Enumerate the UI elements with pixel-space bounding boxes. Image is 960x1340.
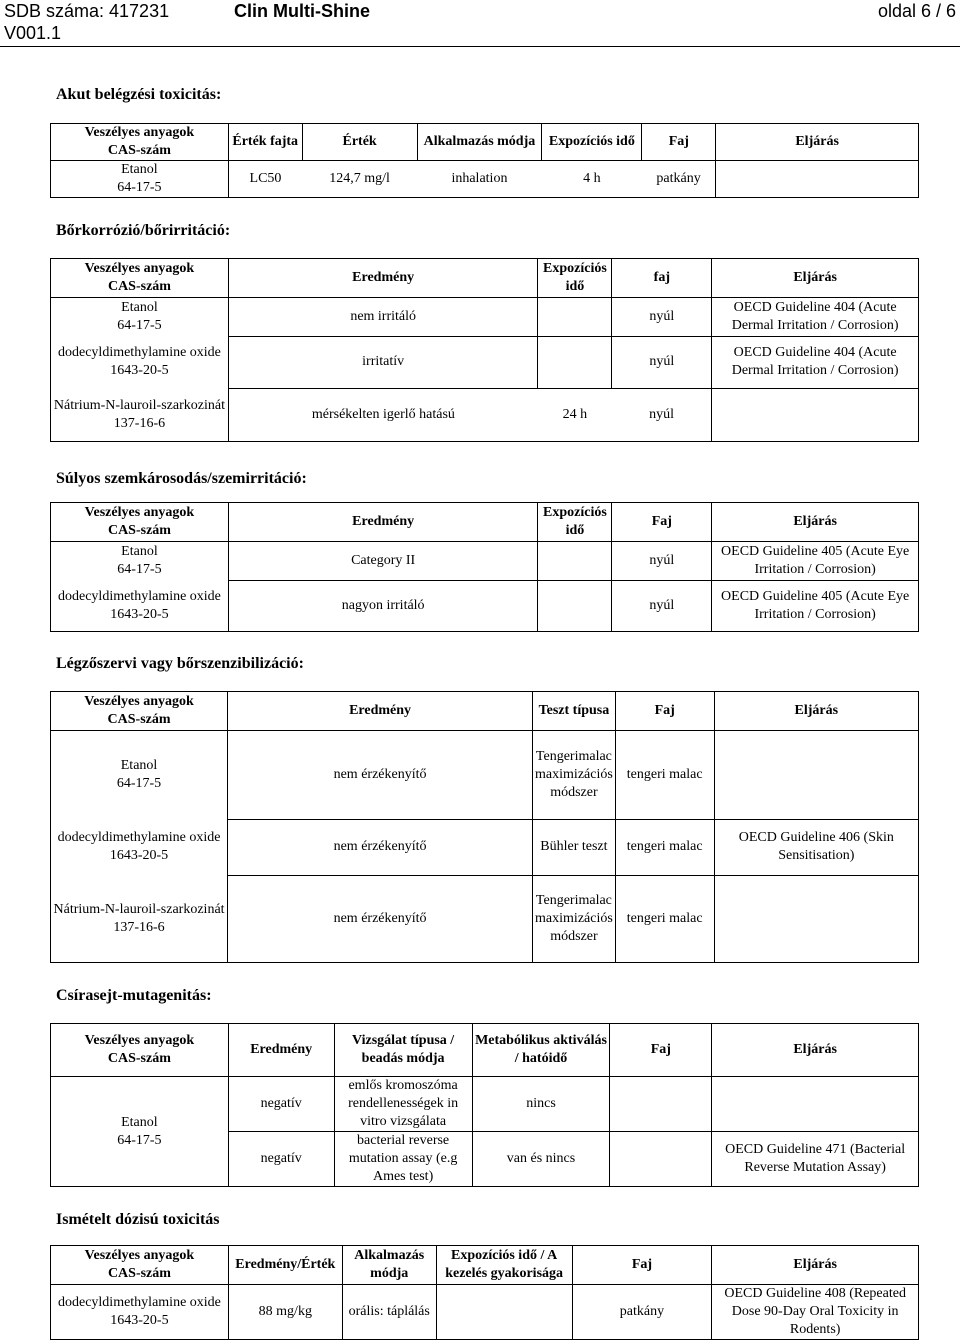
result-cell: nagyon irritáló [228, 580, 538, 632]
substance-cell: Etanol 64-17-5 [51, 298, 229, 337]
col-header-test: Vizsgálat típusa / beadás módja [334, 1024, 472, 1077]
test-cell: Tengerimalac maximizációs módszer [533, 731, 616, 820]
col-header-value: Érték [302, 124, 417, 161]
col-header-value: Eredmény/Érték [228, 1246, 342, 1285]
table-row [51, 1285, 919, 1340]
substance-cell: Etanol 64-17-5 [51, 542, 229, 581]
col-header-test: Teszt típusa [533, 692, 616, 731]
route-cell: orális: táplálás [342, 1285, 436, 1340]
method-cell: OECD Guideline 405 (Acute Eye Irritation / Corrosion) [712, 580, 919, 632]
species-cell: nyúl [612, 580, 712, 632]
table-header-row [51, 1246, 919, 1285]
activation-cell: van és nincs [472, 1132, 610, 1187]
substance-cell: Etanol 64-17-5 [51, 1077, 229, 1187]
table-row [51, 819, 919, 875]
method-cell: OECD Guideline 404 (Acute Dermal Irritation / Corrosion) [712, 298, 919, 337]
col-header-species: Faj [572, 1246, 712, 1285]
col-header-substance: Veszélyes anyagok CAS-szám [51, 1246, 229, 1285]
method-cell [714, 875, 918, 963]
table-row [51, 161, 919, 198]
method-cell: OECD Guideline 404 (Acute Dermal Irritation / Corrosion) [712, 336, 919, 388]
exposure-cell [436, 1285, 572, 1340]
species-cell: nyúl [612, 542, 712, 581]
col-header-method: Eljárás [716, 124, 919, 161]
test-cell: emlős kromoszóma rendellenességek in vitro vizsgálata [334, 1077, 472, 1132]
section-title-repeated-dose: Ismételt dózisú toxicitás [56, 1211, 220, 1228]
sensitization-table [50, 691, 919, 963]
result-cell: nem érzékenyítő [228, 819, 533, 875]
test-cell: bacterial reverse mutation assay (e.g Ames test) [334, 1132, 472, 1187]
species-cell: nyúl [612, 336, 712, 388]
page-header [0, 0, 960, 47]
page-number: oldal 6 / 6 [877, 1, 956, 21]
table-row [51, 580, 919, 632]
substance-cell: Etanol 64-17-5 [51, 161, 229, 198]
exposure-cell [538, 298, 612, 337]
species-cell: nyúl [612, 388, 712, 442]
table-row [51, 336, 919, 388]
col-header-method: Eljárás [712, 1024, 919, 1077]
col-header-route: Alkalmazás módja [417, 124, 542, 161]
col-header-method: Eljárás [714, 692, 918, 731]
exposure-cell [538, 336, 612, 388]
method-cell: OECD Guideline 406 (Skin Sensitisation) [714, 819, 918, 875]
species-cell: patkány [572, 1285, 712, 1340]
value-type-cell: LC50 [228, 161, 302, 198]
col-header-species: Faj [615, 692, 714, 731]
section-title-mutagenicity: Csírasejt-mutagenitás: [56, 987, 212, 1004]
method-cell: OECD Guideline 471 (Bacterial Reverse Mutation Assay) [712, 1132, 919, 1187]
species-cell: tengeri malac [615, 731, 714, 820]
substance-cell: Nátrium-N-lauroil-szarkozinát 137-16-6 [51, 875, 228, 963]
col-header-species: Faj [642, 124, 716, 161]
method-cell [716, 161, 919, 198]
col-header-substance: Veszélyes anyagok CAS-szám [51, 1024, 229, 1077]
col-header-result: Eredmény [228, 259, 538, 298]
repeated-dose-table [50, 1245, 919, 1340]
table-row [51, 875, 919, 963]
col-header-result: Eredmény [228, 692, 533, 731]
species-cell [610, 1077, 712, 1132]
result-cell: mérsékelten igerlő hatású [228, 388, 538, 442]
species-cell [610, 1132, 712, 1187]
exposure-cell [538, 580, 612, 632]
table-row [51, 542, 919, 581]
col-header-activation: Metabólikus aktiválás / hatóidő [472, 1024, 610, 1077]
species-cell: tengeri malac [615, 819, 714, 875]
col-header-method: Eljárás [712, 1246, 919, 1285]
method-cell: OECD Guideline 408 (Repeated Dose 90-Day Oral Toxicity in Rodents) [712, 1285, 919, 1340]
table-row [51, 298, 919, 337]
method-cell [712, 388, 919, 442]
activation-cell: nincs [472, 1077, 610, 1132]
substance-cell: Etanol 64-17-5 [51, 731, 228, 820]
col-header-result: Eredmény [228, 503, 538, 542]
method-cell [712, 1077, 919, 1132]
table-header-row [51, 124, 919, 161]
col-header-value-type: Érték fajta [228, 124, 302, 161]
table-header-row [51, 503, 919, 542]
col-header-exposure: Expozíciós idő [542, 124, 642, 161]
value-cell: 124,7 mg/l [302, 161, 417, 198]
col-header-method: Eljárás [712, 503, 919, 542]
skin-table [50, 258, 919, 442]
version: V001.1 [4, 23, 62, 43]
test-cell: Tengerimalac maximizációs módszer [533, 875, 616, 963]
test-cell: Bühler teszt [533, 819, 616, 875]
substance-cell: Nátrium-N-lauroil-szarkozinát 137-16-6 [51, 388, 229, 442]
table-header-row [51, 692, 919, 731]
result-cell: nem érzékenyítő [228, 875, 533, 963]
col-header-exposure: Expozíciós idő [538, 503, 612, 542]
species-cell: patkány [642, 161, 716, 198]
col-header-route: Alkalmazás módja [342, 1246, 436, 1285]
section-title-eye: Súlyos szemkárosodás/szemirritáció: [56, 470, 307, 487]
result-cell: nem irritáló [228, 298, 538, 337]
result-cell: nem érzékenyítő [228, 731, 533, 820]
exposure-cell [538, 542, 612, 581]
result-cell: negatív [228, 1132, 334, 1187]
result-cell: irritatív [228, 336, 538, 388]
value-cell: 88 mg/kg [228, 1285, 342, 1340]
method-cell: OECD Guideline 405 (Acute Eye Irritation / Corrosion) [712, 542, 919, 581]
table-row [51, 388, 919, 442]
substance-cell: dodecyldimethylamine oxide 1643-20-5 [51, 1285, 229, 1340]
section-title-acute-inhalation: Akut belégzési toxicitás: [56, 86, 222, 103]
substance-cell: dodecyldimethylamine oxide 1643-20-5 [51, 819, 228, 875]
col-header-substance: Veszélyes anyagok CAS-szám [51, 124, 229, 161]
col-header-species: Faj [610, 1024, 712, 1077]
method-cell [714, 731, 918, 820]
sdb-number: SDB száma: 417231 [4, 1, 170, 21]
substance-cell: dodecyldimethylamine oxide 1643-20-5 [51, 580, 229, 632]
result-cell: Category II [228, 542, 538, 581]
species-cell: tengeri malac [615, 875, 714, 963]
species-cell: nyúl [612, 298, 712, 337]
substance-cell: dodecyldimethylamine oxide 1643-20-5 [51, 336, 229, 388]
table-row [51, 1077, 919, 1132]
col-header-exposure: Expozíciós idő / A kezelés gyakorisága [436, 1246, 572, 1285]
col-header-substance: Veszélyes anyagok CAS-szám [51, 503, 229, 542]
col-header-species: faj [612, 259, 712, 298]
eye-table [50, 502, 919, 632]
acute-inhalation-table [50, 123, 919, 198]
col-header-species: Faj [612, 503, 712, 542]
table-header-row [51, 259, 919, 298]
col-header-method: Eljárás [712, 259, 919, 298]
product-name: Clin Multi-Shine [234, 1, 370, 21]
col-header-exposure: Expozíciós idő [538, 259, 612, 298]
table-row [51, 731, 919, 820]
mutagenicity-table [50, 1023, 919, 1187]
section-title-sensitization: Légzőszervi vagy bőrszenzibilizáció: [56, 655, 304, 672]
section-title-skin: Bőrkorrózió/bőrirritáció: [56, 222, 231, 239]
table-header-row [51, 1024, 919, 1077]
exposure-cell: 24 h [538, 388, 612, 442]
col-header-result: Eredmény [228, 1024, 334, 1077]
exposure-cell: 4 h [542, 161, 642, 198]
result-cell: negatív [228, 1077, 334, 1132]
route-cell: inhalation [417, 161, 542, 198]
col-header-substance: Veszélyes anyagok CAS-szám [51, 692, 228, 731]
col-header-substance: Veszélyes anyagok CAS-szám [51, 259, 229, 298]
